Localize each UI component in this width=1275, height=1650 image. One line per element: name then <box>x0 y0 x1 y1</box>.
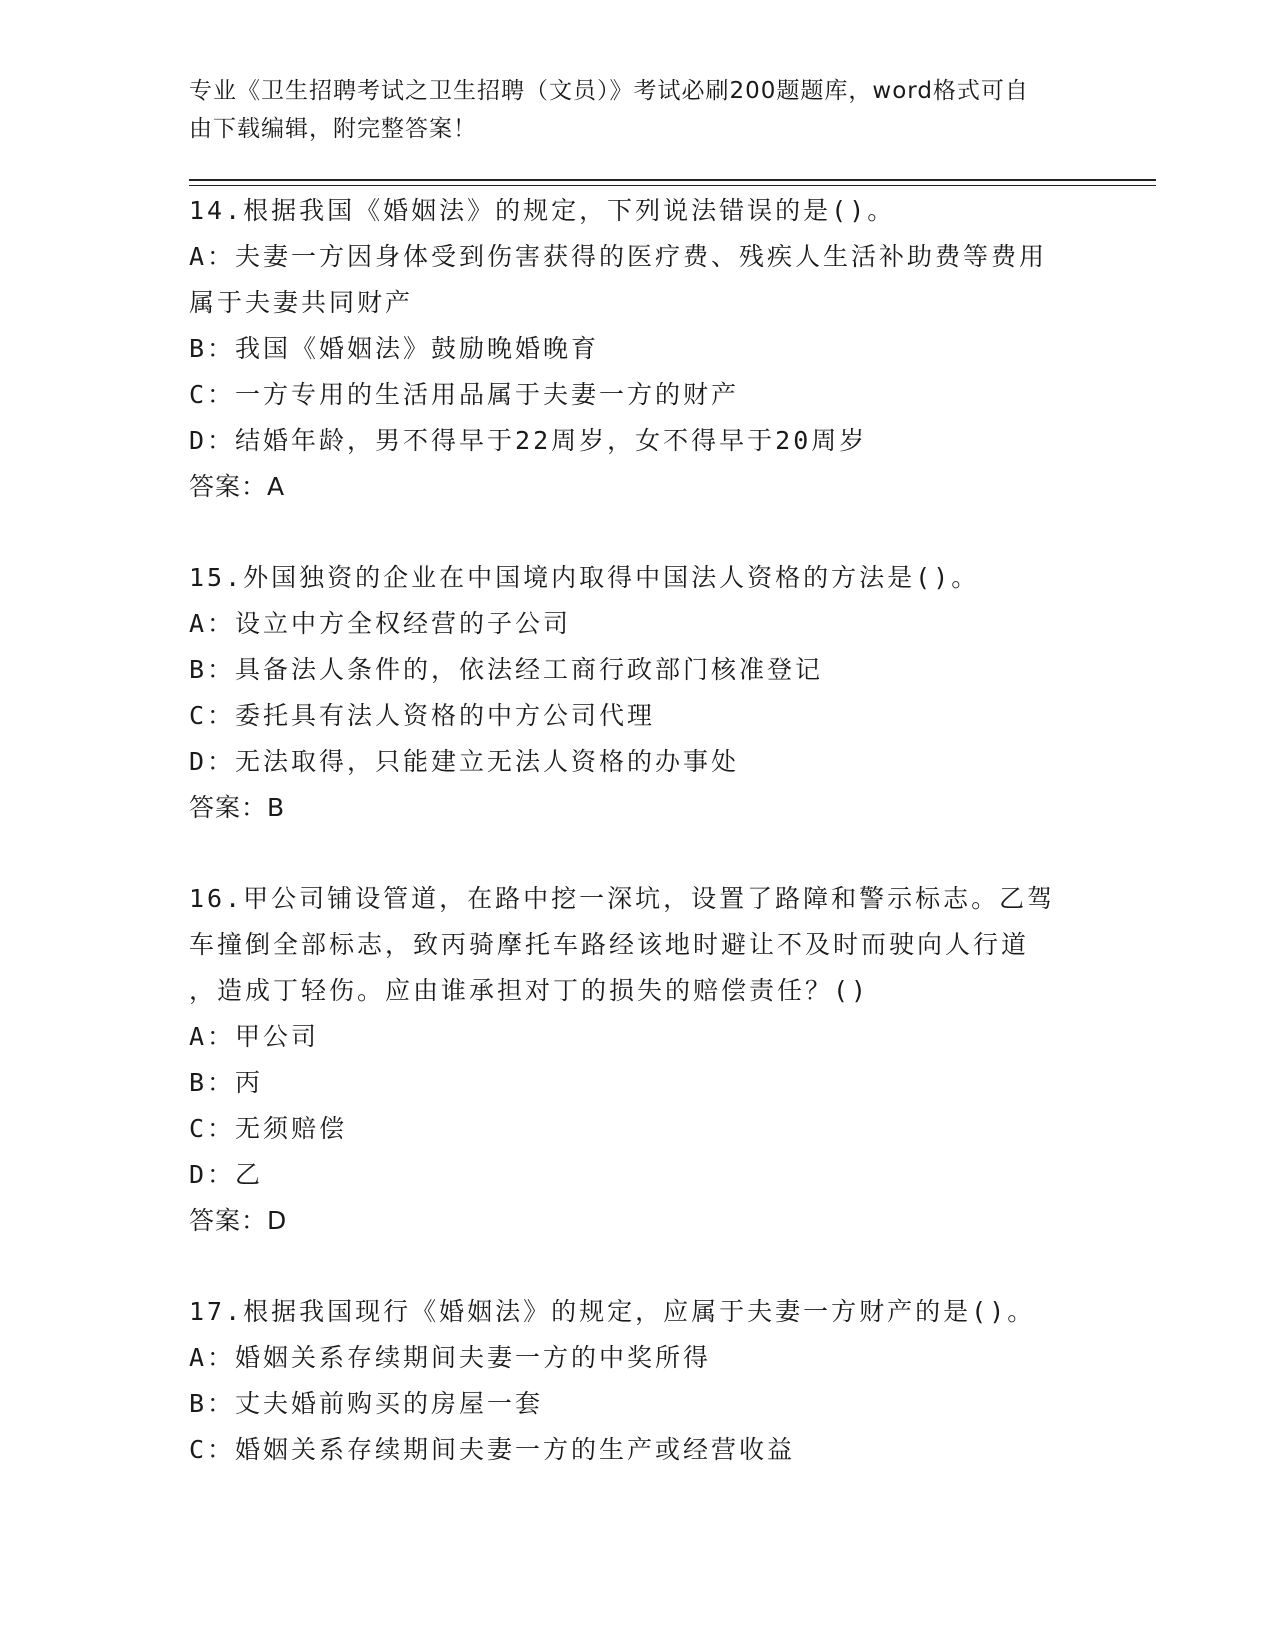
option-d: D：结婚年龄，男不得早于22周岁，女不得早于20周岁 <box>189 426 868 455</box>
question-stem: 15.外国独资的企业在中国境内取得中国法人资格的方法是()。 <box>189 563 980 592</box>
question-stem: 17.根据我国现行《婚姻法》的规定，应属于夫妻一方财产的是()。 <box>189 1297 1036 1326</box>
header-line-2: 由下载编辑，附完整答案！ <box>189 116 477 142</box>
option-b: B：丈夫婚前购买的房屋一套 <box>189 1389 544 1418</box>
header-rule-thick <box>189 179 1156 181</box>
option-a: A：婚姻关系存续期间夫妻一方的中奖所得 <box>189 1343 712 1372</box>
answer-line: 答案：B <box>189 793 286 822</box>
option-c: C：一方专用的生活用品属于夫妻一方的财产 <box>189 380 740 409</box>
question-stem: 14.根据我国《婚姻法》的规定，下列说法错误的是()。 <box>189 196 896 225</box>
question-list <box>189 188 1089 1518</box>
question-stem-continued: 车撞倒全部标志，致丙骑摩托车路经该地时避让不及时而驶向人行道 <box>189 930 1030 959</box>
question-15 <box>189 555 1089 831</box>
option-b: B：我国《婚姻法》鼓励晚婚晚育 <box>189 334 600 363</box>
option-c: C：无须赔偿 <box>189 1114 348 1143</box>
question-stem-continued: ，造成丁轻伤。应由谁承担对丁的损失的赔偿责任？() <box>189 976 870 1005</box>
question-stem: 16.甲公司铺设管道，在路中挖一深坑，设置了路障和警示标志。乙驾 <box>189 884 1056 913</box>
option-a-continued: 属于夫妻共同财产 <box>189 288 414 317</box>
answer-line: 答案：A <box>189 472 286 501</box>
option-b: B：丙 <box>189 1068 264 1097</box>
question-17 <box>189 1289 1089 1473</box>
option-c: C：婚姻关系存续期间夫妻一方的生产或经营收益 <box>189 1435 796 1464</box>
option-a: A：夫妻一方因身体受到伤害获得的医疗费、残疾人生活补助费等费用 <box>189 242 1048 271</box>
question-16 <box>189 876 1089 1244</box>
option-d: D：无法取得，只能建立无法人资格的办事处 <box>189 747 740 776</box>
question-14 <box>189 188 1089 510</box>
option-a: A：设立中方全权经营的子公司 <box>189 609 572 638</box>
option-b: B：具备法人条件的，依法经工商行政部门核准登记 <box>189 655 824 684</box>
answer-line: 答案：D <box>189 1206 288 1235</box>
option-d: D：乙 <box>189 1160 264 1189</box>
option-a: A：甲公司 <box>189 1022 320 1051</box>
document-header <box>189 72 1069 148</box>
header-line-1: 专业《卫生招聘考试之卫生招聘（文员）》考试必刷200题题库，word格式可自 <box>189 78 1029 104</box>
option-c: C：委托具有法人资格的中方公司代理 <box>189 701 656 730</box>
header-rule-thin <box>189 185 1156 186</box>
